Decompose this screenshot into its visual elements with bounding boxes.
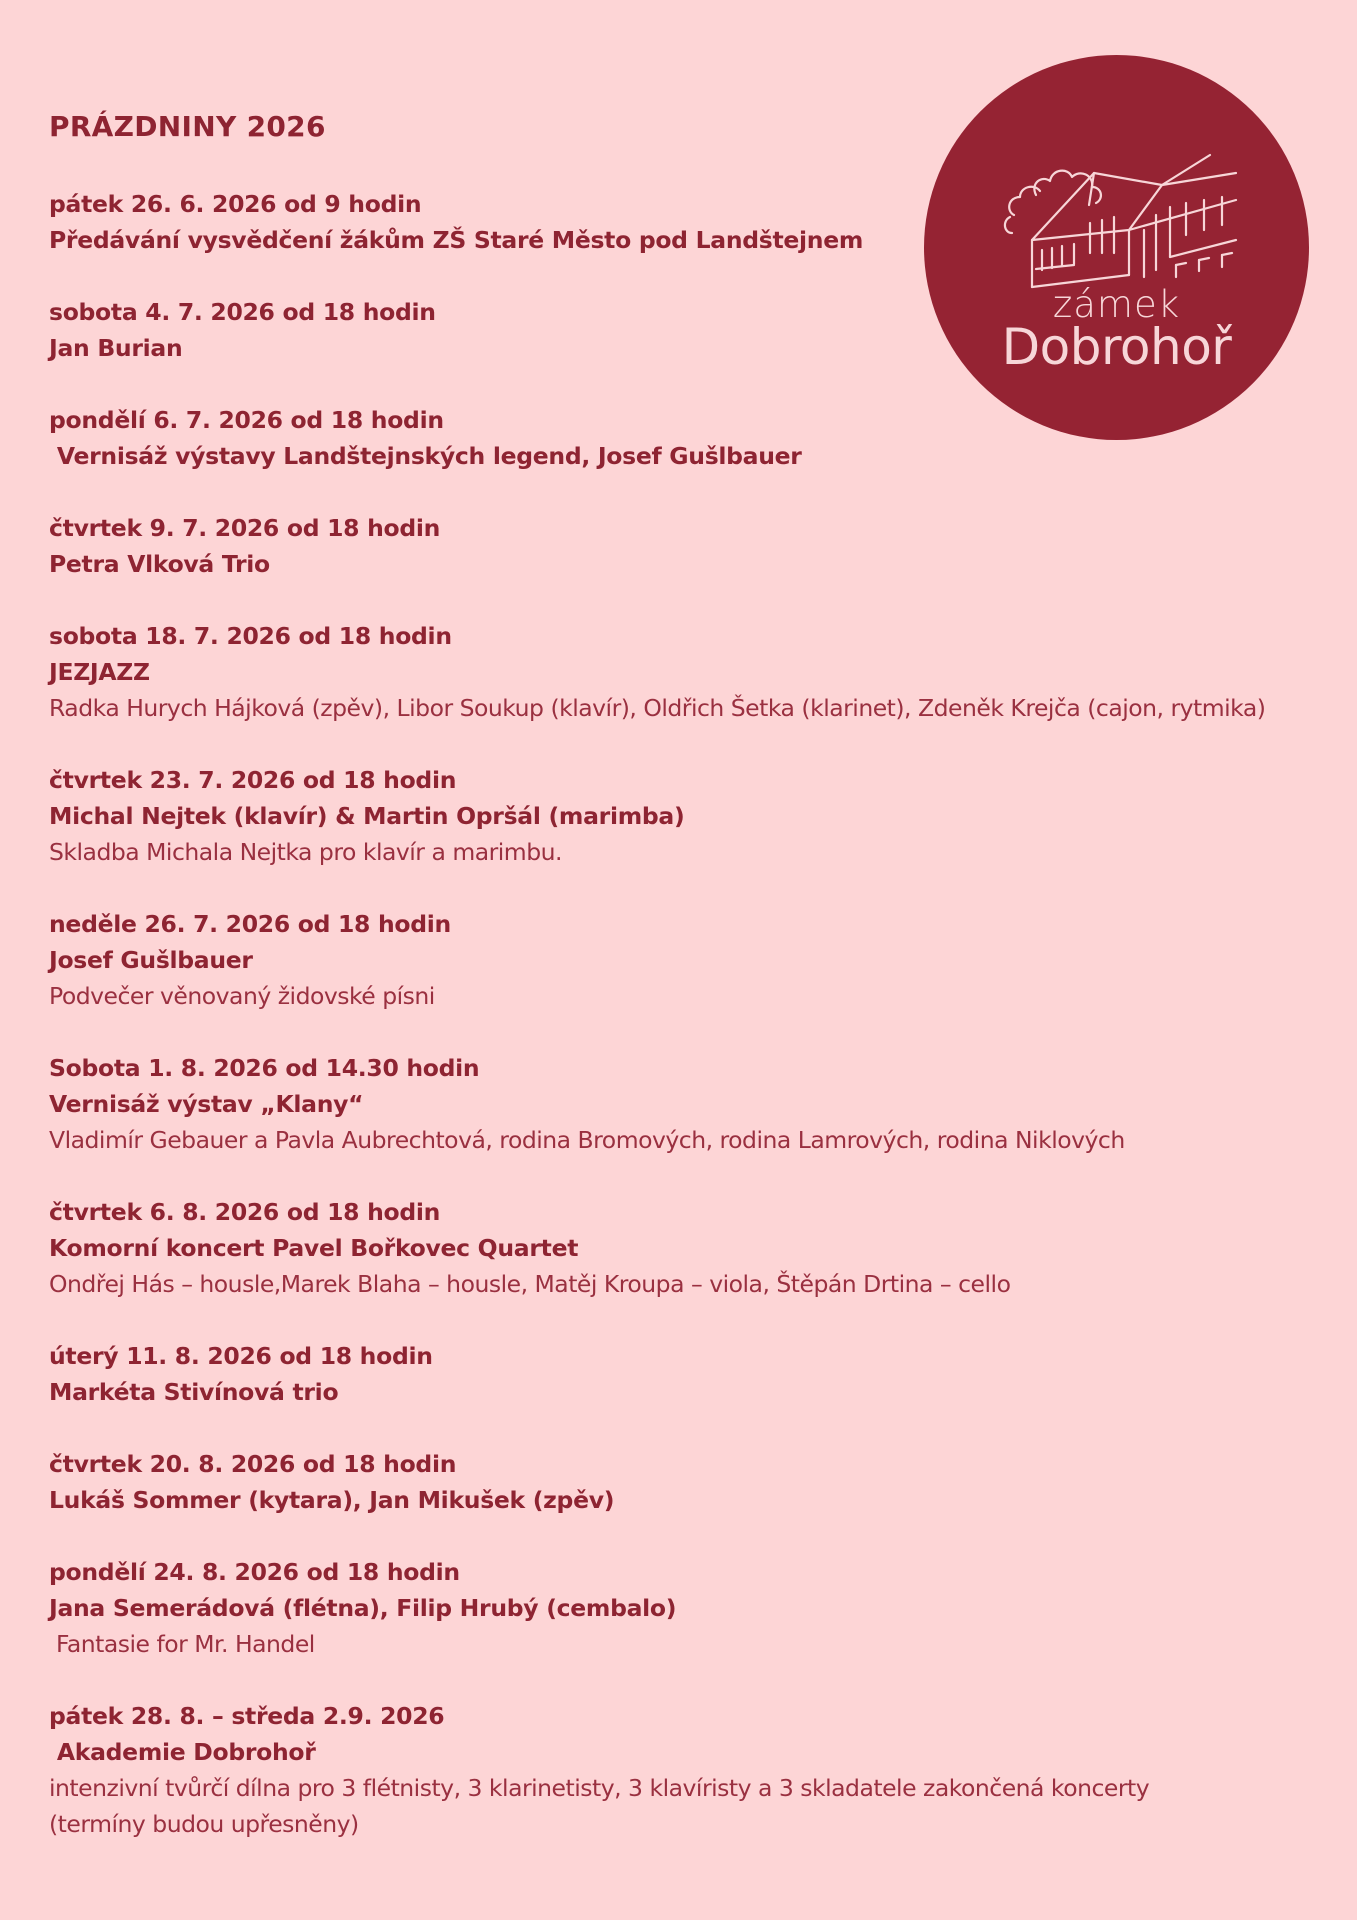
- event-description: Fantasie for Mr. Handel: [49, 1630, 315, 1658]
- event-description: Ondřej Hás – housle,Marek Blaha – housle, Matěj Kroupa – viola, Štěpán Drtina – cello: [49, 1270, 1011, 1298]
- event-date: čtvrtek 23. 7. 2026 od 18 hodin: [49, 766, 457, 794]
- event-date: Sobota 1. 8. 2026 od 14.30 hodin: [49, 1054, 480, 1082]
- chateau-icon: [924, 55, 1309, 440]
- page-title: PRÁZDNINY 2026: [49, 110, 326, 143]
- event-date: pátek 28. 8. – středa 2.9. 2026: [49, 1702, 445, 1730]
- event-title: Akademie Dobrohoř: [49, 1738, 316, 1766]
- event-item: [49, 1554, 1289, 1662]
- event-item: [49, 906, 1289, 1014]
- event-date: sobota 4. 7. 2026 od 18 hodin: [49, 298, 436, 326]
- event-item: [49, 1050, 1289, 1158]
- event-title: Michal Nejtek (klavír) & Martin Opršál (marimba): [49, 802, 685, 830]
- event-description: Skladba Michala Nejtka pro klavír a marimbu.: [49, 838, 562, 866]
- event-item: [49, 618, 1289, 726]
- event-title: Předávání vysvědčení žákům ZŠ Staré Město pod Landštejnem: [49, 226, 864, 254]
- event-date: sobota 18. 7. 2026 od 18 hodin: [49, 622, 452, 650]
- event-description-note: (termíny budou upřesněny): [49, 1810, 359, 1838]
- event-item: [49, 1338, 1289, 1410]
- event-title: Jan Burian: [49, 334, 183, 362]
- event-title: Jana Semerádová (flétna), Filip Hrubý (cembalo): [49, 1594, 677, 1622]
- logo-text-dobrohor: Dobrohoř: [1001, 318, 1232, 376]
- logo-text-zamek: zámek: [1052, 283, 1181, 326]
- event-date: úterý 11. 8. 2026 od 18 hodin: [49, 1342, 433, 1370]
- event-item: [49, 1446, 1289, 1518]
- event-title: Josef Gušlbauer: [49, 946, 253, 974]
- event-description: intenzivní tvůrčí dílna pro 3 flétnisty, 3 klarinetisty, 3 klavíristy a 3 skladatele zakončená koncerty: [49, 1774, 1150, 1802]
- event-title: Vernisáž výstav „Klany“: [49, 1090, 364, 1118]
- event-date: pondělí 6. 7. 2026 od 18 hodin: [49, 406, 444, 434]
- event-item: [49, 762, 1289, 870]
- event-item: [49, 1194, 1289, 1302]
- event-date: čtvrtek 6. 8. 2026 od 18 hodin: [49, 1198, 441, 1226]
- event-title: Petra Vlková Trio: [49, 550, 270, 578]
- event-item: [49, 1698, 1289, 1842]
- event-date: pondělí 24. 8. 2026 od 18 hodin: [49, 1558, 460, 1586]
- event-date: pátek 26. 6. 2026 od 9 hodin: [49, 190, 422, 218]
- event-date: čtvrtek 9. 7. 2026 od 18 hodin: [49, 514, 441, 542]
- event-date: neděle 26. 7. 2026 od 18 hodin: [49, 910, 451, 938]
- event-title: Komorní koncert Pavel Bořkovec Quartet: [49, 1234, 579, 1262]
- event-date: čtvrtek 20. 8. 2026 od 18 hodin: [49, 1450, 457, 1478]
- event-title: Markéta Stivínová trio: [49, 1378, 339, 1406]
- event-title: JEZJAZZ: [49, 658, 150, 686]
- event-item: [49, 510, 1289, 582]
- event-description: Radka Hurych Hájková (zpěv), Libor Soukup (klavír), Oldřich Šetka (klarinet), Zdeněk Krejča (cajon, rytmika): [49, 694, 1266, 722]
- event-title: Vernisáž výstavy Landštejnských legend, Josef Gušlbauer: [49, 442, 802, 470]
- logo: [924, 55, 1309, 440]
- event-title: Lukáš Sommer (kytara), Jan Mikušek (zpěv): [49, 1486, 615, 1514]
- event-description: Vladimír Gebauer a Pavla Aubrechtová, rodina Bromových, rodina Lamrových, rodina Niklových: [49, 1126, 1125, 1154]
- event-description: Podvečer věnovaný židovské písni: [49, 982, 435, 1010]
